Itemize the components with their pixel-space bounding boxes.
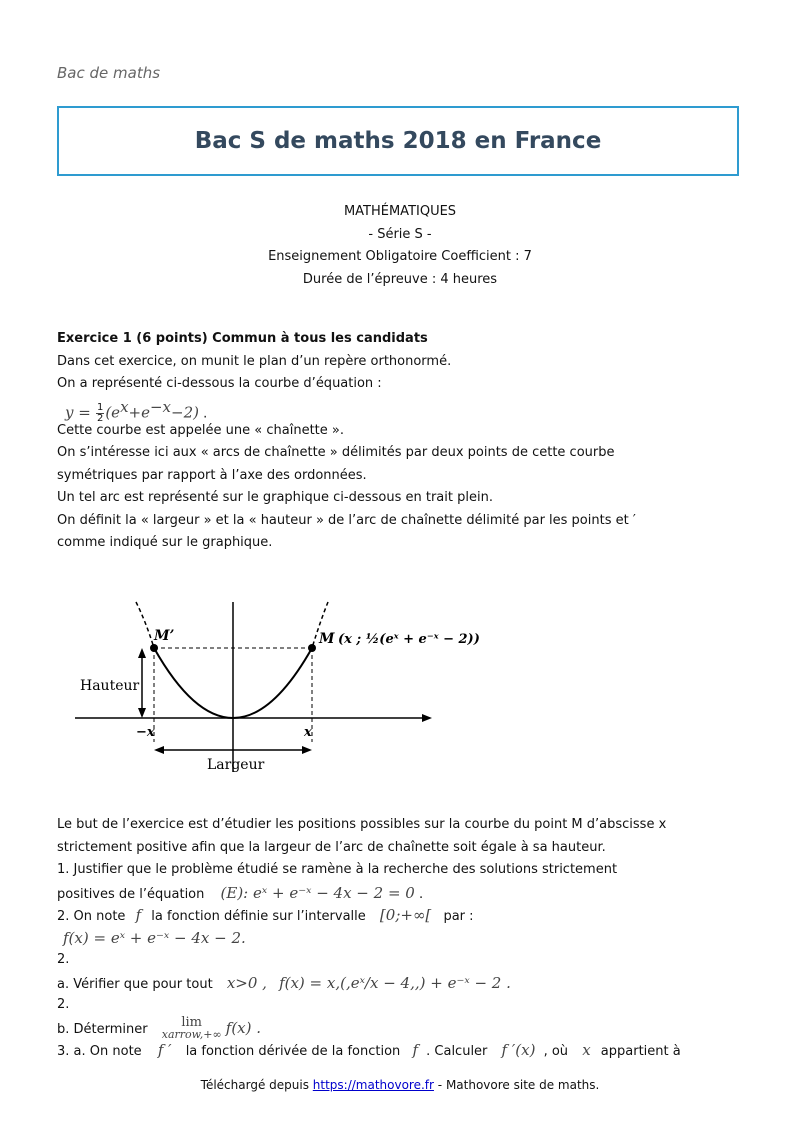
text-line: Un tel arc est représenté sur le graphique ci-dessous en trait plein.	[57, 490, 493, 505]
q3-text: la fonction dérivée de la fonction	[185, 1044, 401, 1059]
q3-fprime-x: f ′(x)	[501, 1041, 536, 1059]
text-line: On s’intéresse ici aux « arcs de chaînette » délimités par deux points de cette courbe	[57, 445, 615, 460]
text-line: comme indiqué sur le graphique.	[57, 535, 273, 550]
q2-text: la fonction définie sur l’intervalle	[151, 909, 366, 924]
q2-f: f	[135, 906, 142, 924]
exam-series: - Série S -	[368, 226, 432, 242]
text-line: On définit la « largeur » et la « hauteur » de l’arc de chaînette délimité par les points et ′	[57, 512, 636, 528]
catenary-graph	[70, 592, 510, 782]
eq-rest: +e	[128, 402, 150, 421]
footer-link[interactable]: https://mathovore.fr	[312, 1078, 434, 1092]
footer-suffix: - Mathovore site de maths.	[437, 1078, 600, 1092]
question-2b-line	[57, 1017, 747, 1040]
intro-line: On a représenté ci-dessous la courbe d’équation :	[57, 376, 382, 391]
q1-text: positives de l’équation	[57, 886, 205, 902]
width-arrow-right	[302, 746, 312, 754]
text-line: Le but de l’exercice est d’étudier les positions possibles sur la courbe du point M d’abscisse x	[57, 817, 667, 832]
q3-text: appartient à	[600, 1044, 681, 1059]
question-2a-line	[57, 972, 747, 995]
q2a-condition: x>0 ,	[226, 973, 267, 992]
q3-text: . Calculer	[426, 1044, 488, 1059]
q2a-text: a. Vérifier que pour tout	[57, 976, 213, 992]
label-x: x	[304, 725, 312, 740]
q2b-expression: f(x) .	[225, 1018, 262, 1037]
curve-left-dashed	[136, 602, 154, 648]
label-hauteur: Hauteur	[80, 678, 140, 694]
exercise-title: Exercice 1 (6 points) Commun à tous les candidats	[57, 331, 428, 346]
text-line: Cette courbe est appelée une « chaînette ».	[57, 422, 344, 438]
exam-duration: Durée de l’épreuve : 4 heures	[302, 271, 498, 287]
q2-interval: [0;+∞[	[379, 906, 432, 924]
exam-subject: MATHÉMATIQUES	[343, 204, 457, 219]
eq-exp-minus-x: −x	[149, 397, 172, 416]
label-m-prime: M’	[154, 628, 175, 644]
q2-definition-line	[57, 927, 747, 950]
eq-end: −2)	[171, 402, 199, 421]
text-line: symétriques par rapport à l’axe des ordonnées.	[57, 467, 367, 483]
width-arrow-left	[154, 746, 164, 754]
q2-text: par :	[443, 909, 474, 924]
q2b-lim-word: lim	[181, 1015, 202, 1030]
label-minus-x: −x	[136, 725, 155, 740]
footer-prefix: Téléchargé depuis	[200, 1078, 309, 1092]
question-1-line: positives de l’équation (E): eˣ + e⁻ˣ − 4x − 2 = 0 .	[57, 883, 424, 902]
q2b-text: b. Déterminer	[57, 1021, 148, 1037]
q3-fprime: f ′	[157, 1041, 172, 1059]
exam-coefficient: Enseignement Obligatoire Coefficient : 7	[268, 249, 532, 264]
exercise-questions	[57, 814, 747, 1062]
exercise-body	[57, 328, 747, 555]
eq-denominator: 2	[96, 412, 104, 424]
q2-definition: f(x) = eˣ + e⁻ˣ − 4x − 2.	[63, 928, 246, 947]
question-2-line	[57, 904, 747, 927]
page-footer	[0, 1078, 800, 1092]
label-m: M	[319, 631, 335, 647]
x-axis-arrow	[422, 714, 432, 722]
label-largeur: Largeur	[207, 757, 265, 773]
intro-line: Dans cet exercice, on munit le plan d’un repère orthonormé.	[57, 353, 452, 369]
site-brand: Bac de maths	[57, 64, 161, 82]
height-arrow-bottom	[138, 708, 146, 718]
page-title: Bac S de maths 2018 en France	[194, 128, 602, 154]
text-line: strictement positive afin que la largeur de l’arc de chaînette soit égale à sa hauteur.	[57, 839, 606, 855]
eq-rhs: (e	[105, 402, 121, 421]
question-number: 2.	[57, 952, 70, 967]
title-box	[57, 106, 739, 176]
q2a-equation: f(x) = x,(,eˣ/x − 4,,) + e⁻ˣ − 2 .	[279, 973, 511, 992]
eq-numerator: 1	[96, 401, 104, 413]
catenary-equation: y = $\frac{1}{2}$ $(e^x+e^{-x}-2)$ .	[65, 397, 208, 424]
question-3a-line	[57, 1039, 747, 1062]
q2-text: 2. On note	[57, 909, 126, 924]
label-m-coords: (x ; ½(eˣ + e⁻ˣ − 2))	[338, 632, 480, 647]
question-number: 2.	[57, 997, 70, 1012]
q3-x: x	[582, 1041, 591, 1059]
eq-lhs: y =	[65, 402, 91, 421]
q3-text: , où	[543, 1044, 569, 1059]
exam-info	[57, 201, 743, 291]
q3-f: f	[412, 1041, 418, 1059]
q2b-limit	[162, 1017, 222, 1041]
text-line: 1. Justifier que le problème étudié se ramène à la recherche des solutions strictement	[57, 862, 618, 877]
eq-exp-x: x	[120, 397, 129, 416]
q2b-lim-subscript: xarrow,+∞	[161, 1028, 222, 1041]
height-arrow-top	[138, 648, 146, 658]
q3-text: 3. a. On note	[57, 1044, 142, 1059]
q1-equation: (E): eˣ + e⁻ˣ − 4x − 2 = 0	[220, 883, 415, 902]
